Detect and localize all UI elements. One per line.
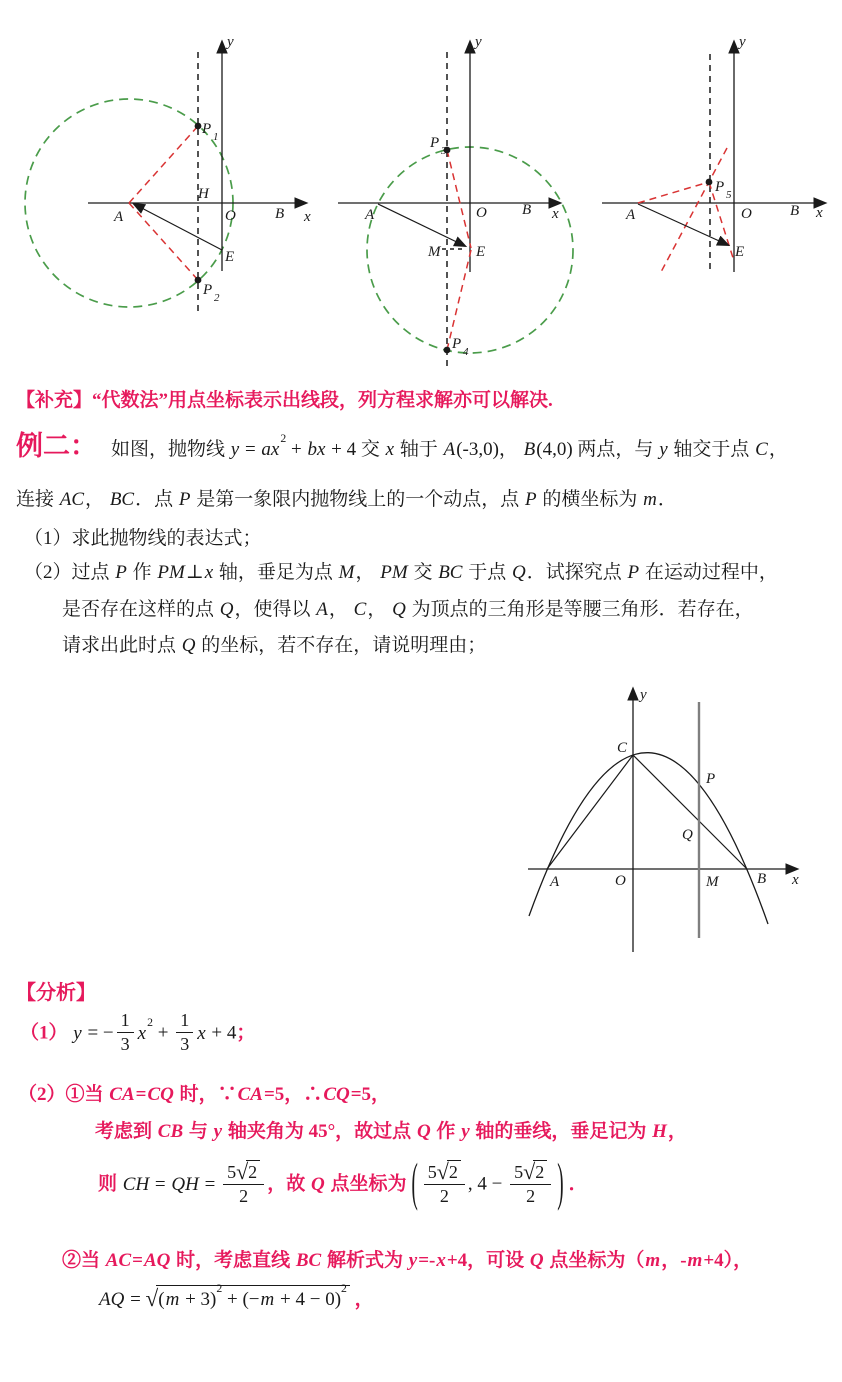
fig2-segment-E-P4 (447, 250, 471, 350)
figure2-circle-centered-E (338, 34, 573, 368)
fig2-label-B: B (522, 202, 532, 218)
fig1-point-P1 (195, 123, 202, 130)
example-item2: （2）过点 P 作 PM⊥x 轴，垂足为点 M， PM 交 BC 于点 Q．试探究点 P 在运动过程中， (24, 562, 778, 583)
fig3-x-axis-label: x (816, 205, 823, 221)
fig2-label-P3-sub: 3 (441, 145, 447, 157)
analysis-heading: 【分析】 (16, 982, 96, 1004)
fig1-label-P2: P (203, 282, 213, 298)
fig4-label-Q: Q (682, 827, 693, 843)
supplement-note: 【补充】“代数法”用点坐标表示出线段，列方程求解亦可以解决. (16, 390, 553, 411)
fig1-label-A: A (114, 209, 124, 225)
parabola-figure-canvas (505, 675, 825, 965)
fig1-label-P1: P (202, 121, 212, 137)
example-heading-line (16, 428, 788, 464)
analysis-answer-2-case2-formula: AQ = $√(m + 3)^2 + (-m + 4 - 0)^2$ ， (99, 1282, 374, 1312)
fig1-label-B: B (275, 206, 285, 222)
fig2-label-O: O (476, 205, 487, 221)
example-line1: 如图，抛物线 $y = ax^2$ + bx + 4 交 x 轴于 A(-3,0)， B(4,0) 两点，与 y 轴交于点 C， (111, 432, 788, 460)
fig1-segment-A-P1 (129, 126, 198, 203)
fig3-segment-A-P5 (638, 182, 709, 203)
fig4-x-axis-label: x (792, 872, 799, 888)
fig2-label-P4: P (452, 336, 462, 352)
example-item2-cont2: 请求出此时点 Q 的坐标，若不存在，请说明理由； (62, 635, 487, 656)
fig2-label-E: E (476, 244, 486, 260)
figure3-no-circle (602, 34, 825, 274)
fig4-label-P: P (706, 771, 716, 787)
fig4-parabola-curve (529, 753, 768, 924)
fig4-segment-A-C (547, 755, 633, 869)
fig1-y-axis-label: y (227, 34, 234, 50)
example-line2: 连接 AC， BC．点 P 是第一象限内抛物线上的一个动点，点 P 的横坐标为 m． (16, 489, 677, 510)
fig1-label-E: E (225, 249, 235, 265)
fig1-x-axis-label: x (304, 209, 311, 225)
fig1-point-P2 (195, 277, 202, 284)
fig3-point-P5 (706, 179, 713, 186)
fig3-label-O: O (741, 206, 752, 222)
fig4-segment-C-B (633, 755, 747, 869)
fig3-label-A: A (626, 207, 636, 223)
fig2-label-P4-sub: 4 (463, 346, 469, 358)
fig1-segment-E-A (134, 204, 222, 250)
fig2-segment-A-E (378, 204, 465, 246)
fig4-label-M: M (706, 874, 719, 890)
fig4-y-axis-label: y (640, 687, 647, 703)
fig3-label-P5-sub: 5 (726, 189, 732, 201)
fig4-label-C: C (617, 740, 628, 756)
analysis-answer-1: （1） y = − $\frac{1}{3}$ $x^2$ + $\frac{1}{3}$ x + 4； (20, 1010, 256, 1054)
fig1-label-O: O (225, 208, 236, 224)
fig4-label-B: B (757, 871, 767, 887)
fig3-label-B: B (790, 203, 800, 219)
analysis-answer-2-case1-cont: 考虑到 CB 与 y 轴夹角为 45°，故过点 Q 作 y 轴的垂线，垂足记为 H， (95, 1121, 687, 1142)
fig4-label-A: A (550, 874, 560, 890)
analysis-answer-2-case1: （2）①当 CA=CQ 时，∵CA=5，∴CQ=5， (18, 1084, 391, 1105)
example-item2-cont1: 是否存在这样的点 Q，使得以 A， C， Q 为顶点的三角形是等腰三角形．若存在， (62, 599, 754, 620)
fig2-segment-P3-E (447, 150, 471, 248)
fig4-label-O: O (615, 873, 626, 889)
fig2-x-axis-label: x (552, 206, 559, 222)
fig1-label-P2-sub: 2 (214, 292, 220, 304)
top-figures-canvas (0, 0, 842, 382)
fig1-segment-A-P2 (129, 203, 198, 280)
fig2-label-P3: P (430, 135, 440, 151)
fig2-y-axis-label: y (475, 34, 482, 50)
fig3-segment-A-E (638, 204, 728, 245)
fig1-label-H: H (198, 186, 209, 202)
fig2-point-P4 (444, 347, 451, 354)
fig3-label-P5: P (715, 179, 725, 195)
fig1-label-P1-sub: 1 (213, 131, 219, 143)
fig2-label-A: A (365, 207, 375, 223)
figure1-circle-centered-A (25, 34, 311, 313)
example-item1: （1）求此抛物线的表达式； (24, 528, 262, 549)
analysis-answer-2-case2: ②当 AC=AQ 时，考虑直线 BC 解析式为 y=-x+4，可设 Q 点坐标为（m，-m+4）， (62, 1250, 753, 1271)
fig2-label-M: M (428, 244, 441, 260)
example-tag: 例二： (16, 431, 97, 461)
fig3-y-axis-label: y (739, 34, 746, 50)
fig3-label-E: E (735, 244, 745, 260)
analysis-answer-2-case1-result: 则 CH = QH = $\frac{5√2}{2}$ ，故 Q 点坐标为 ( $\frac{5√2}{2}$ , 4 − $\frac{5√2}{2}$ ) ． (98, 1154, 588, 1214)
